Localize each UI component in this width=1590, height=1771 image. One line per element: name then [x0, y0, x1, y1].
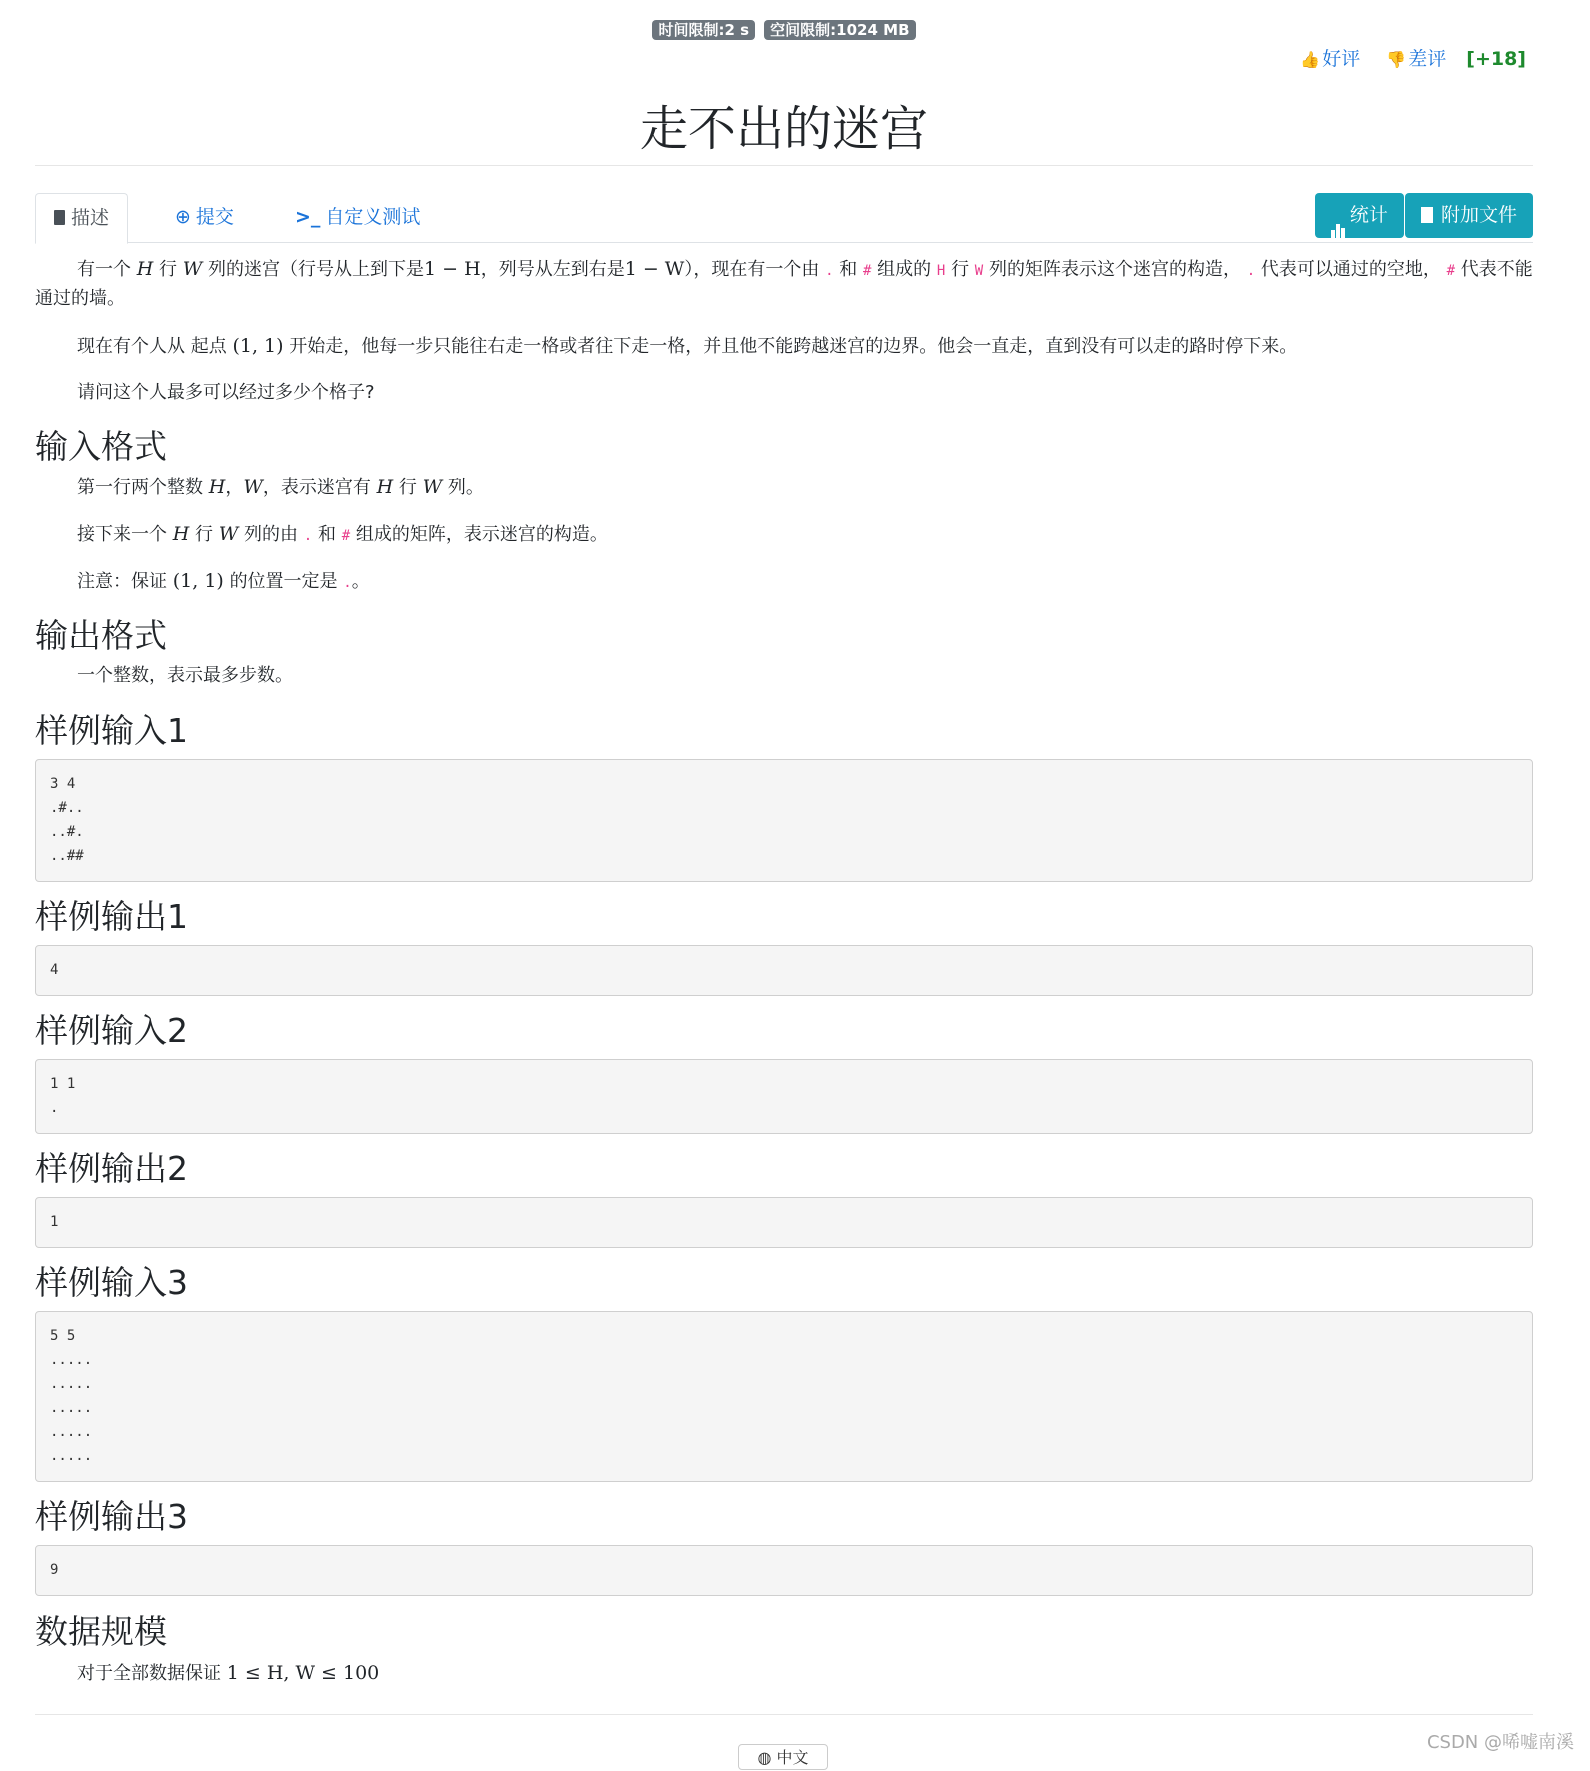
book-icon	[54, 210, 65, 225]
math-range-w: 1 − W	[624, 258, 685, 280]
math-h: H	[136, 258, 154, 280]
text: 列。	[447, 477, 484, 498]
vote-score: [+18]	[1466, 48, 1526, 70]
text: 组成的	[877, 259, 932, 280]
text: 有一个	[77, 259, 131, 280]
vote-bar	[1280, 44, 1526, 71]
sample-input-2-block[interactable]: 1 1 .	[35, 1059, 1533, 1134]
text: 代表不能通过的墙。	[35, 259, 1533, 309]
text: 现在有个人从 起点	[77, 336, 227, 357]
text: 。	[351, 571, 370, 592]
code-dot: .	[343, 575, 352, 591]
code-hash: #	[862, 263, 872, 279]
code-dot: .	[825, 263, 834, 279]
sample-input-2-heading: 样例输入2	[35, 1011, 188, 1050]
code-hash: #	[341, 528, 351, 544]
text: 行	[951, 259, 970, 280]
downvote-link[interactable]	[1376, 48, 1446, 70]
description-paragraph-3: 请问这个人最多可以经过多少个格子?	[77, 382, 375, 403]
upload-circle-icon: ⊕	[175, 206, 191, 228]
math-h: H	[376, 476, 394, 498]
sample-input-1-heading: 样例输入1	[35, 711, 188, 750]
tab-underline	[35, 242, 1533, 243]
math-w: W	[243, 476, 263, 498]
comma: ，	[225, 477, 244, 498]
code-w: W	[974, 263, 984, 279]
text: 代表可以通过的空地，	[1260, 259, 1441, 280]
math-constraint: 1 ≤ H, W ≤ 100	[226, 1662, 380, 1684]
bar-chart-icon	[1331, 195, 1346, 240]
upvote-label: 好评	[1322, 48, 1361, 70]
math-h: H	[208, 476, 226, 498]
sample-input-1-block[interactable]: 3 4 .#.. ..#. ..##	[35, 759, 1533, 882]
memory-limit-badge: 空间限制:1024 MB	[764, 20, 915, 40]
code-dot: .	[1246, 263, 1256, 279]
math-w: W	[422, 476, 443, 498]
text: 列的迷宫（行号从上到下是	[208, 259, 425, 280]
sample-input-3-block[interactable]: 5 5 ..... ..... ..... ..... .....	[35, 1311, 1533, 1482]
tab-description-label: 描述	[71, 207, 110, 229]
text: 对于全部数据保证	[77, 1663, 221, 1684]
tab-submit[interactable]	[157, 193, 252, 242]
file-icon	[1421, 207, 1433, 223]
tab-custom-test-label: 自定义测试	[325, 206, 421, 228]
input-format-line-3	[35, 567, 1533, 597]
thumbs-down-icon: 👎	[1386, 50, 1407, 69]
sample-output-2-heading: 样例输出2	[35, 1149, 188, 1188]
math-start: (1, 1)	[172, 570, 224, 592]
text: ，表示迷宫有	[262, 477, 371, 498]
attachments-button[interactable]	[1405, 193, 1533, 238]
sample-input-3-heading: 样例输入3	[35, 1263, 188, 1302]
text: 注意：保证	[77, 571, 167, 592]
stats-button-label: 统计	[1349, 204, 1388, 226]
math-range-h: 1 − H	[424, 258, 481, 280]
tab-custom-test[interactable]	[277, 193, 438, 242]
text: 接下来一个	[77, 524, 167, 545]
text: 和	[839, 259, 858, 280]
text: 的位置一定是	[229, 571, 338, 592]
title-divider	[35, 165, 1533, 166]
math-h: H	[172, 523, 190, 545]
text: 开始走，他每一步只能往右走一格或者往下走一格，并且他不能跨越迷宫的边界。他会一直走，直到没有可以走的路时停下来。	[289, 336, 1298, 357]
math-w: W	[218, 523, 239, 545]
globe-icon: ◍	[757, 1748, 772, 1767]
terminal-icon: >_	[295, 206, 321, 228]
sample-output-2-block[interactable]: 1	[35, 1197, 1533, 1248]
description-paragraph-2	[35, 332, 1533, 361]
language-selector[interactable]	[738, 1744, 828, 1770]
input-format-heading: 输入格式	[35, 427, 167, 466]
time-limit-badge: 时间限制:2 s	[652, 20, 755, 40]
text: ，列号从左到右是	[480, 259, 625, 280]
math-w: W	[182, 258, 203, 280]
stats-button[interactable]	[1315, 193, 1404, 238]
sample-output-1-heading: 样例输出1	[35, 897, 188, 936]
downvote-label: 差评	[1408, 48, 1447, 70]
constraints-heading: 数据规模	[35, 1612, 167, 1651]
footer-divider	[35, 1714, 1533, 1715]
text: 和	[317, 524, 336, 545]
code-h: H	[936, 263, 946, 279]
input-format-line-2	[35, 520, 1533, 550]
thumbs-up-icon: 👍	[1300, 50, 1321, 69]
language-label: 中文	[776, 1748, 809, 1767]
text: 行	[398, 477, 417, 498]
constraints-text	[35, 1659, 1533, 1688]
description-paragraph-1	[35, 255, 1533, 313]
text: 列的矩阵表示这个迷宫的构造，	[988, 259, 1241, 280]
code-dot: .	[303, 528, 313, 544]
tab-buttons	[1319, 193, 1533, 238]
page-title: 走不出的迷宫	[639, 101, 928, 157]
tab-description[interactable]	[35, 193, 128, 244]
text: 行	[195, 524, 214, 545]
text: ），现在有一个由	[684, 259, 820, 280]
tab-submit-label: 提交	[195, 206, 234, 228]
upvote-link[interactable]	[1290, 48, 1360, 70]
sample-output-3-heading: 样例输出3	[35, 1497, 188, 1536]
limits-bar	[35, 20, 1533, 40]
text: 行	[159, 259, 178, 280]
text: 第一行两个整数	[77, 477, 203, 498]
problem-tabs	[35, 193, 1533, 243]
output-format-text: 一个整数，表示最多步数。	[77, 665, 293, 686]
math-start: (1, 1)	[232, 335, 284, 357]
code-hash: #	[1446, 263, 1456, 279]
watermark: CSDN @唏嘘南溪	[1426, 1732, 1574, 1753]
attachments-button-label: 附加文件	[1440, 204, 1517, 226]
sample-output-1-block[interactable]: 4	[35, 945, 1533, 996]
text: 列的由	[244, 524, 299, 545]
sample-output-3-block[interactable]: 9	[35, 1545, 1533, 1596]
input-format-line-1	[35, 473, 1533, 502]
text: 组成的矩阵，表示迷宫的构造。	[355, 524, 608, 545]
output-format-heading: 输出格式	[35, 616, 167, 655]
